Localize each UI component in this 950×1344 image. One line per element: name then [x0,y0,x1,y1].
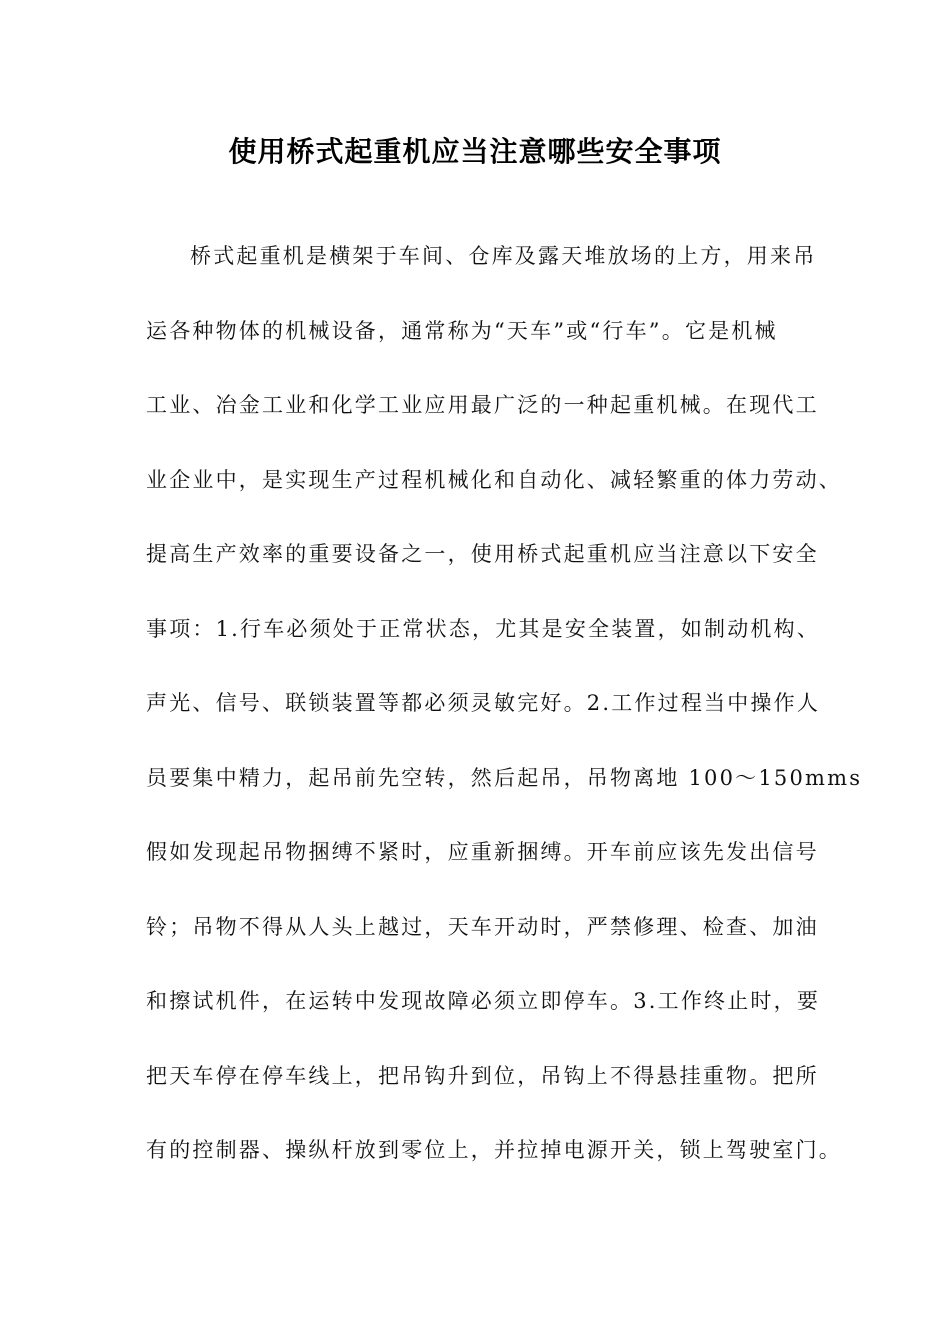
body-line: 和擦试机件，在运转中发现故障必须立即停车。3.工作终止时，要 [146,989,821,1013]
body-line: 事项：1.行车必须处于正常状态，尤其是安全装置，如制动机构、 [146,616,821,641]
body-line: 业企业中，是实现生产过程机械化和自动化、减轻繁重的体力劳动、 [146,467,842,492]
body-line: 桥式起重机是横架于车间、仓库及露天堆放场的上方，用来吊 [190,244,817,268]
document-body [146,236,863,1205]
body-line: 提高生产效率的重要设备之一，使用桥式起重机应当注意以下安全 [146,542,819,566]
body-line: 工业、冶金工业和化学工业应用最广泛的一种起重机械。在现代工 [146,393,819,417]
body-line: 运各种物体的机械设备，通常称为“天车”或“行车”。它是机械 [146,318,778,343]
body-line: 声光、信号、联锁装置等都必须灵敏完好。2.工作过程当中操作人 [146,691,821,715]
body-line: 把天车停在停车线上，把吊钩升到位，吊钩上不得悬挂重物。把所 [146,1063,819,1088]
body-line: 铃；吊物不得从人头上越过，天车开动时，严禁修理、检查、加油 [146,914,819,939]
body-line: 员要集中精力，起吊前先空转，然后起吊，吊物离地 100～150mms [146,765,863,790]
document-title: 使用桥式起重机应当注意哪些安全事项 [228,135,722,168]
body-line: 有的控制器、操纵杆放到零位上，并拉掉电源开关，锁上驾驶室门。 [146,1138,842,1162]
body-line: 假如发现起吊物捆缚不紧时，应重新捆缚。开车前应该先发出信号 [146,840,819,864]
